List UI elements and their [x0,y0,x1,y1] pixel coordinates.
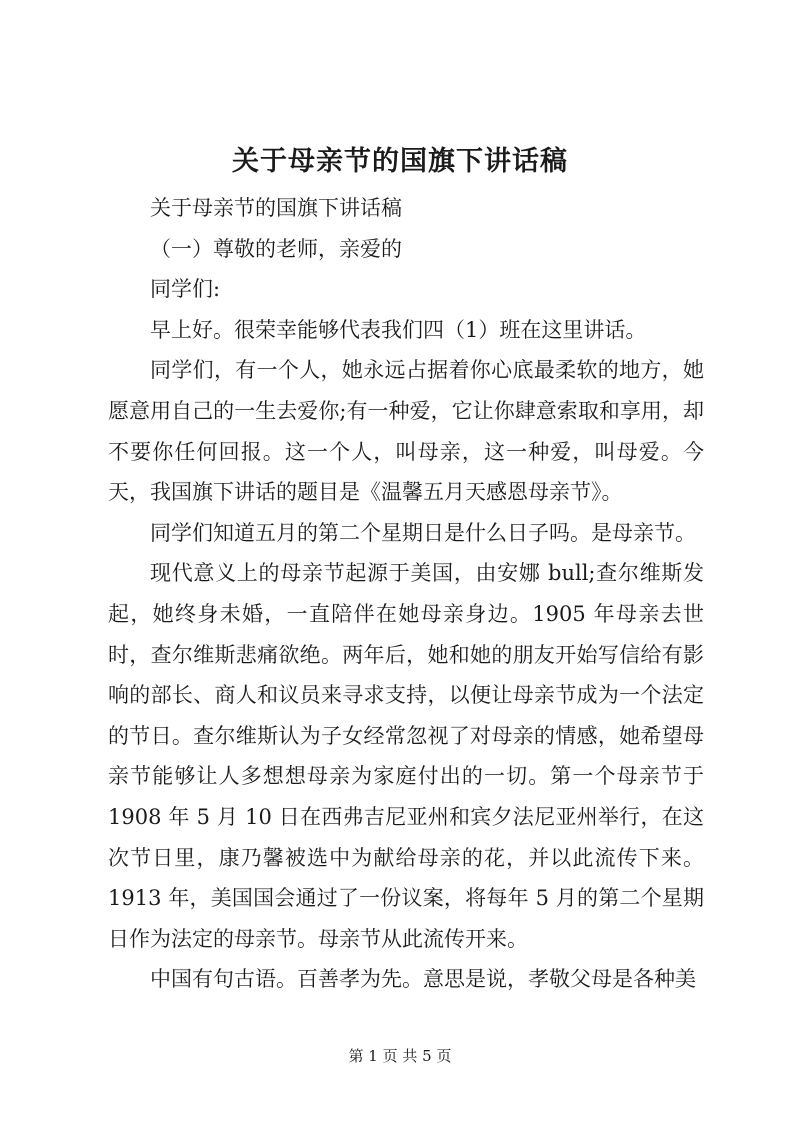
paragraph: 中国有句古语。百善孝为先。意思是说，孝敬父母是各种美 [150,967,696,992]
paragraph: 早上好。很荣幸能够代表我们四（1）班在这里讲话。 [150,317,647,342]
paragraph: 现代意义上的母亲节起源于美国，由安娜 bull;查尔维斯发起，她终身未婚，一直陪伴在她母亲身边。1905 年母亲去世时，查尔维斯悲痛欲绝。两年后，她和她的朋友开始写信给有影响的部长、商人和议员来寻求支持，以便让母亲节成为一个法定的节日。查尔维斯认为子女经常忽视了对母亲的情感，她希望母亲节能够让人多想想母亲为家庭付出的一切。第一个母亲节于 1908 年 5 月 10 日在西弗吉尼亚州和宾夕法尼亚州举行，在这次节日里，康乃馨被选中为献给母亲的花，并以此流传下来。1913 年，美国国会通过了一份议案，将每年 5 月的第二个星期日作为法定的母亲节。母亲节从此流传开来。 [108,561,704,951]
paragraph: 同学们: [150,277,221,302]
document-title: 关于母亲节的国旗下讲话稿 [232,146,568,177]
paragraph: 同学们知道五月的第二个星期日是什么日子吗。是母亲节。 [150,520,696,545]
paragraph: 同学们，有一个人，她永远占据着你心底最柔软的地方，她愿意用自己的一生去爱你;有一种爱，它让你肆意索取和享用，却不要你任何回报。这一个人，叫母亲，这一种爱，叫母爱。今天，我国旗下讲话的题目是《温馨五月天感恩母亲节》。 [108,358,704,505]
document-body [108,188,704,1000]
paragraph: 关于母亲节的国旗下讲话稿 [150,196,402,220]
paragraph: （一）尊敬的老师，亲爱的 [150,236,402,261]
page-footer: 第 1 页 共 5 页 [348,1047,452,1065]
